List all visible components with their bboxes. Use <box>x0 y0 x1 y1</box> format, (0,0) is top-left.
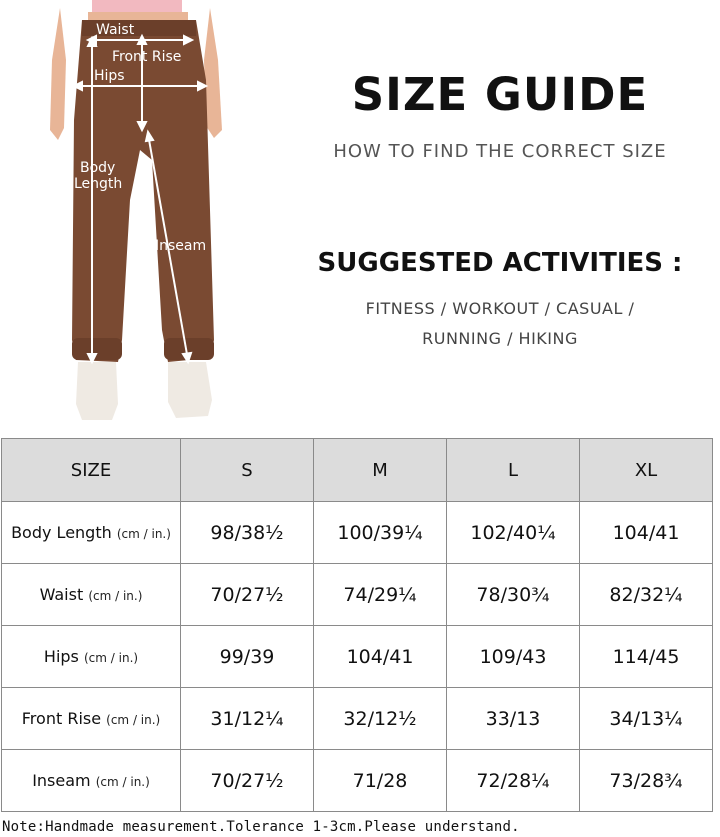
measure-name: Front Rise <box>21 709 102 728</box>
header-m: M <box>314 439 447 502</box>
measure-unit: (cm / in.) <box>106 713 161 727</box>
row-label-body-length <box>2 502 181 564</box>
measure-unit: (cm / in.) <box>88 589 143 603</box>
row-label-waist <box>2 564 181 626</box>
activities-line-1: FITNESS / WORKOUT / CASUAL / <box>365 299 635 318</box>
table-cell: 74/29¼ <box>314 564 447 626</box>
table-cell: 78/30¾ <box>447 564 580 626</box>
table-cell: 32/12½ <box>314 688 447 750</box>
table-row <box>2 626 713 688</box>
table-cell: 100/39¼ <box>314 502 447 564</box>
table-cell: 34/13¼ <box>580 688 713 750</box>
inseam-label: Inseam <box>155 238 207 254</box>
hips-label: Hips <box>94 68 125 84</box>
left-arm <box>50 8 66 140</box>
header-s: S <box>181 439 314 502</box>
table-cell: 70/27½ <box>181 564 314 626</box>
table-cell: 104/41 <box>580 502 713 564</box>
measure-name: Hips <box>43 647 79 666</box>
table-cell: 114/45 <box>580 626 713 688</box>
table-cell: 99/39 <box>181 626 314 688</box>
header-xl: XL <box>580 439 713 502</box>
table-row <box>2 502 713 564</box>
measure-name: Waist <box>39 585 84 604</box>
right-shoe <box>168 362 212 418</box>
measure-name: Inseam <box>32 771 91 790</box>
body-length-label-line1: Body <box>80 160 116 176</box>
waist-label: Waist <box>96 22 135 38</box>
measure-name: Body Length <box>11 523 112 542</box>
table-row <box>2 564 713 626</box>
top-garment <box>92 0 182 14</box>
table-cell: 109/43 <box>447 626 580 688</box>
heading-block <box>300 0 720 436</box>
activities-line-2: RUNNING / HIKING <box>422 329 578 348</box>
front-rise-label: Front Rise <box>112 49 182 65</box>
tolerance-note: Note:Handmade measurement.Tolerance 1-3cm.Please understand. <box>2 819 520 835</box>
table-row <box>2 688 713 750</box>
header-l: L <box>447 439 580 502</box>
page-subtitle: HOW TO FIND THE CORRECT SIZE <box>333 141 667 162</box>
activities-title: SUGGESTED ACTIVITIES : <box>317 248 683 278</box>
table-header-row <box>2 439 713 502</box>
measure-unit: (cm / in.) <box>95 775 150 789</box>
header-size: SIZE <box>2 439 181 502</box>
left-shoe <box>76 362 118 420</box>
row-label-hips <box>2 626 181 688</box>
table-cell: 71/28 <box>314 750 447 812</box>
table-cell: 70/27½ <box>181 750 314 812</box>
table-cell: 104/41 <box>314 626 447 688</box>
page-title: SIZE GUIDE <box>351 68 649 121</box>
left-cuff <box>72 338 122 360</box>
model-illustration <box>0 0 300 436</box>
table-cell: 98/38½ <box>181 502 314 564</box>
size-chart-table <box>1 438 713 812</box>
measure-unit: (cm / in.) <box>116 527 171 541</box>
table-cell: 73/28¾ <box>580 750 713 812</box>
table-cell: 72/28¼ <box>447 750 580 812</box>
measure-unit: (cm / in.) <box>83 651 139 665</box>
table-cell: 31/12¼ <box>181 688 314 750</box>
pants-measurement-figure <box>0 0 300 436</box>
table-cell: 33/13 <box>447 688 580 750</box>
row-label-front-rise <box>2 688 181 750</box>
row-label-inseam <box>2 750 181 812</box>
table-cell: 82/32¼ <box>580 564 713 626</box>
table-row <box>2 750 713 812</box>
body-length-label-line2: Length <box>74 176 123 192</box>
table-cell: 102/40¼ <box>447 502 580 564</box>
